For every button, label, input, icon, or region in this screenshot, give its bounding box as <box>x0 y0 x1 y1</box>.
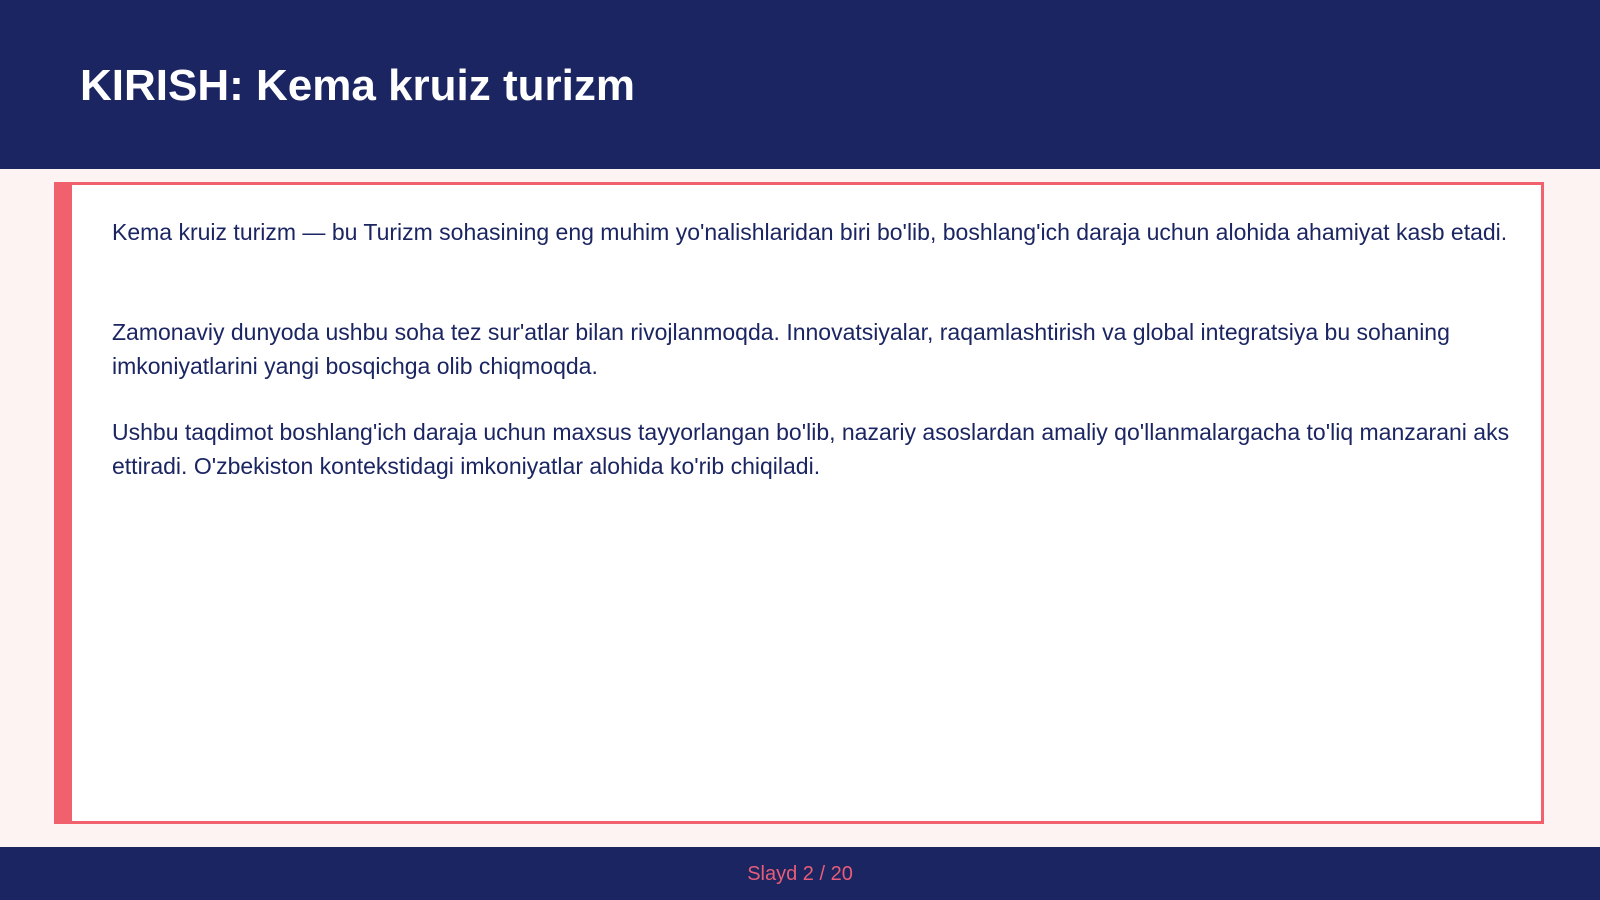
slide-footer <box>0 847 1600 900</box>
content-card <box>54 182 1544 824</box>
slide-title: KIRISH: Kema kruiz turizm <box>80 61 635 110</box>
intro-paragraph: Kema kruiz turizm — bu Turizm sohasining eng muhim yo'nalishlaridan biri bo'lib, boshlang'ich daraja uchun alohida ahamiyat kasb etadi. <box>112 219 1508 245</box>
presentation-paragraph: Ushbu taqdimot boshlang'ich daraja uchun maxsus tayyorlangan bo'lib, nazariy asoslardan amaliy qo'llanmalargacha to'liq manzarani aks ettiradi. O'zbekiston kontekstidagi imkoniyatlar alohida ko'rib chiqiladi. <box>112 419 1510 479</box>
development-paragraph: Zamonaviy dunyoda ushbu soha tez sur'atlar bilan rivojlanmoqda. Innovatsiyalar, raqamlashtirish va global integratsiya bu sohaning imkoniyatlarini yangi bosqichga olib chiqmoqda. <box>112 319 1450 379</box>
slide-header <box>0 0 1600 169</box>
slide-counter: Slayd 2 / 20 <box>747 863 853 885</box>
